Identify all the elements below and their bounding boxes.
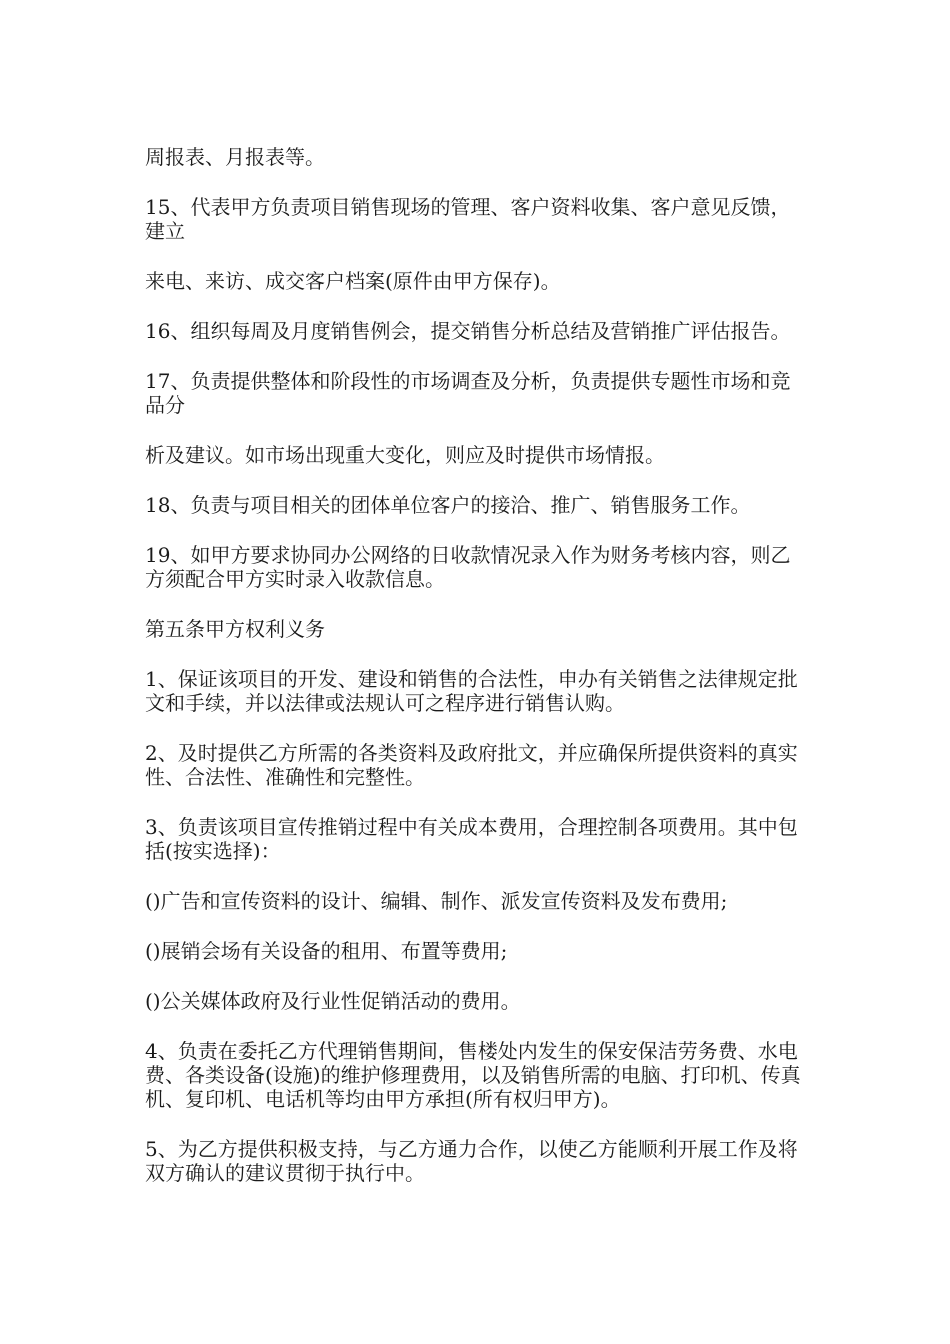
paragraph: 来电、来访、成交客户档案(原件由甲方保存)。 bbox=[145, 269, 561, 293]
paragraph: 2、及时提供乙方所需的各类资料及政府批文，并应确保所提供资料的真实性、合法性、准确性和完整性。 bbox=[145, 741, 798, 789]
paragraph: ()展销会场有关设备的租用、布置等费用; bbox=[145, 939, 508, 963]
paragraph: 3、负责该项目宣传推销过程中有关成本费用，合理控制各项费用。其中包括(按实选择)： bbox=[145, 815, 798, 863]
paragraph: 析及建议。如市场出现重大变化，则应及时提供市场情报。 bbox=[145, 443, 665, 467]
paragraph: ()公关媒体政府及行业性促销活动的费用。 bbox=[145, 989, 521, 1013]
section-heading: 第五条甲方权利义务 bbox=[145, 617, 325, 641]
paragraph: 16、组织每周及月度销售例会，提交销售分析总结及营销推广评估报告。 bbox=[145, 319, 791, 343]
paragraph: 周报表、月报表等。 bbox=[145, 145, 325, 169]
paragraph: 19、如甲方要求协同办公网络的日收款情况录入作为财务考核内容，则乙方须配合甲方实时录入收款信息。 bbox=[145, 543, 791, 591]
paragraph: 4、负责在委托乙方代理销售期间，售楼处内发生的保安保洁劳务费、水电费、各类设备(设施)的维护修理费用，以及销售所需的电脑、打印机、传真机、复印机、电话机等均由甲方承担(所有权归甲方)。 bbox=[145, 1039, 801, 1111]
paragraph: ()广告和宣传资料的设计、编辑、制作、派发宣传资料及发布费用; bbox=[145, 889, 728, 913]
paragraph: 5、为乙方提供积极支持，与乙方通力合作，以使乙方能顺利开展工作及将双方确认的建议贯彻于执行中。 bbox=[145, 1137, 798, 1185]
paragraph: 18、负责与项目相关的团体单位客户的接洽、推广、销售服务工作。 bbox=[145, 493, 751, 517]
paragraph: 17、负责提供整体和阶段性的市场调查及分析，负责提供专题性市场和竞品分 bbox=[145, 369, 791, 417]
paragraph: 15、代表甲方负责项目销售现场的管理、客户资料收集、客户意见反馈，建立 bbox=[145, 195, 791, 243]
document-body bbox=[145, 145, 810, 1211]
paragraph: 1、保证该项目的开发、建设和销售的合法性，申办有关销售之法律规定批文和手续，并以法律或法规认可之程序进行销售认购。 bbox=[145, 667, 798, 715]
